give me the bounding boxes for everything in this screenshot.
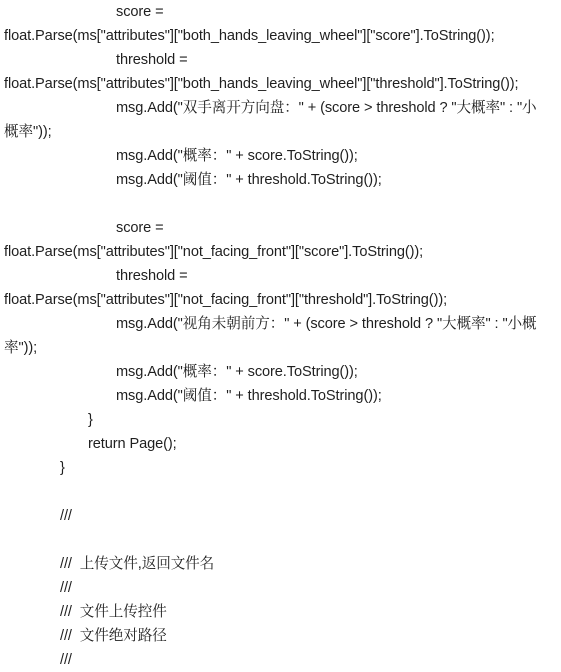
code-line: msg.Add("概率：" + score.ToString()); [116,364,358,380]
code-line: return Page(); [88,436,177,452]
code-line: /// [60,508,72,524]
code-line: threshold = [116,268,188,284]
code-line: /// [60,580,72,596]
code-line: msg.Add("概率：" + score.ToString()); [116,148,358,164]
code-line: float.Parse(ms["attributes"]["both_hands_leaving_wheel"]["score"].ToString()); [4,28,495,44]
code-line: msg.Add("阈值：" + threshold.ToString()); [116,172,382,188]
code-line: score = [116,4,164,20]
code-line: } [88,412,93,428]
code-line: float.Parse(ms["attributes"]["both_hands_leaving_wheel"]["threshold"].ToString()); [4,76,519,92]
code-line: threshold = [116,52,188,68]
code-line: score = [116,220,164,236]
code-line: /// 文件绝对路径 [60,628,167,644]
code-line: msg.Add("视角未朝前方：" + (score > threshold ? "大概率" : "小概 [116,316,537,332]
code-line: msg.Add("双手离开方向盘：" + (score > threshold ? "大概率" : "小 [116,100,537,116]
code-line: float.Parse(ms["attributes"]["not_facing_front"]["threshold"].ToString()); [4,292,448,308]
code-line: msg.Add("阈值：" + threshold.ToString()); [116,388,382,404]
code-line: } [60,460,65,476]
code-line: 概率")); [4,124,52,140]
code-line: /// 上传文件,返回文件名 [60,556,215,572]
code-line: /// 文件上传控件 [60,604,167,620]
code-line: float.Parse(ms["attributes"]["not_facing_front"]["score"].ToString()); [4,244,424,260]
code-line: /// [60,652,72,668]
code-line: 率")); [4,340,38,356]
